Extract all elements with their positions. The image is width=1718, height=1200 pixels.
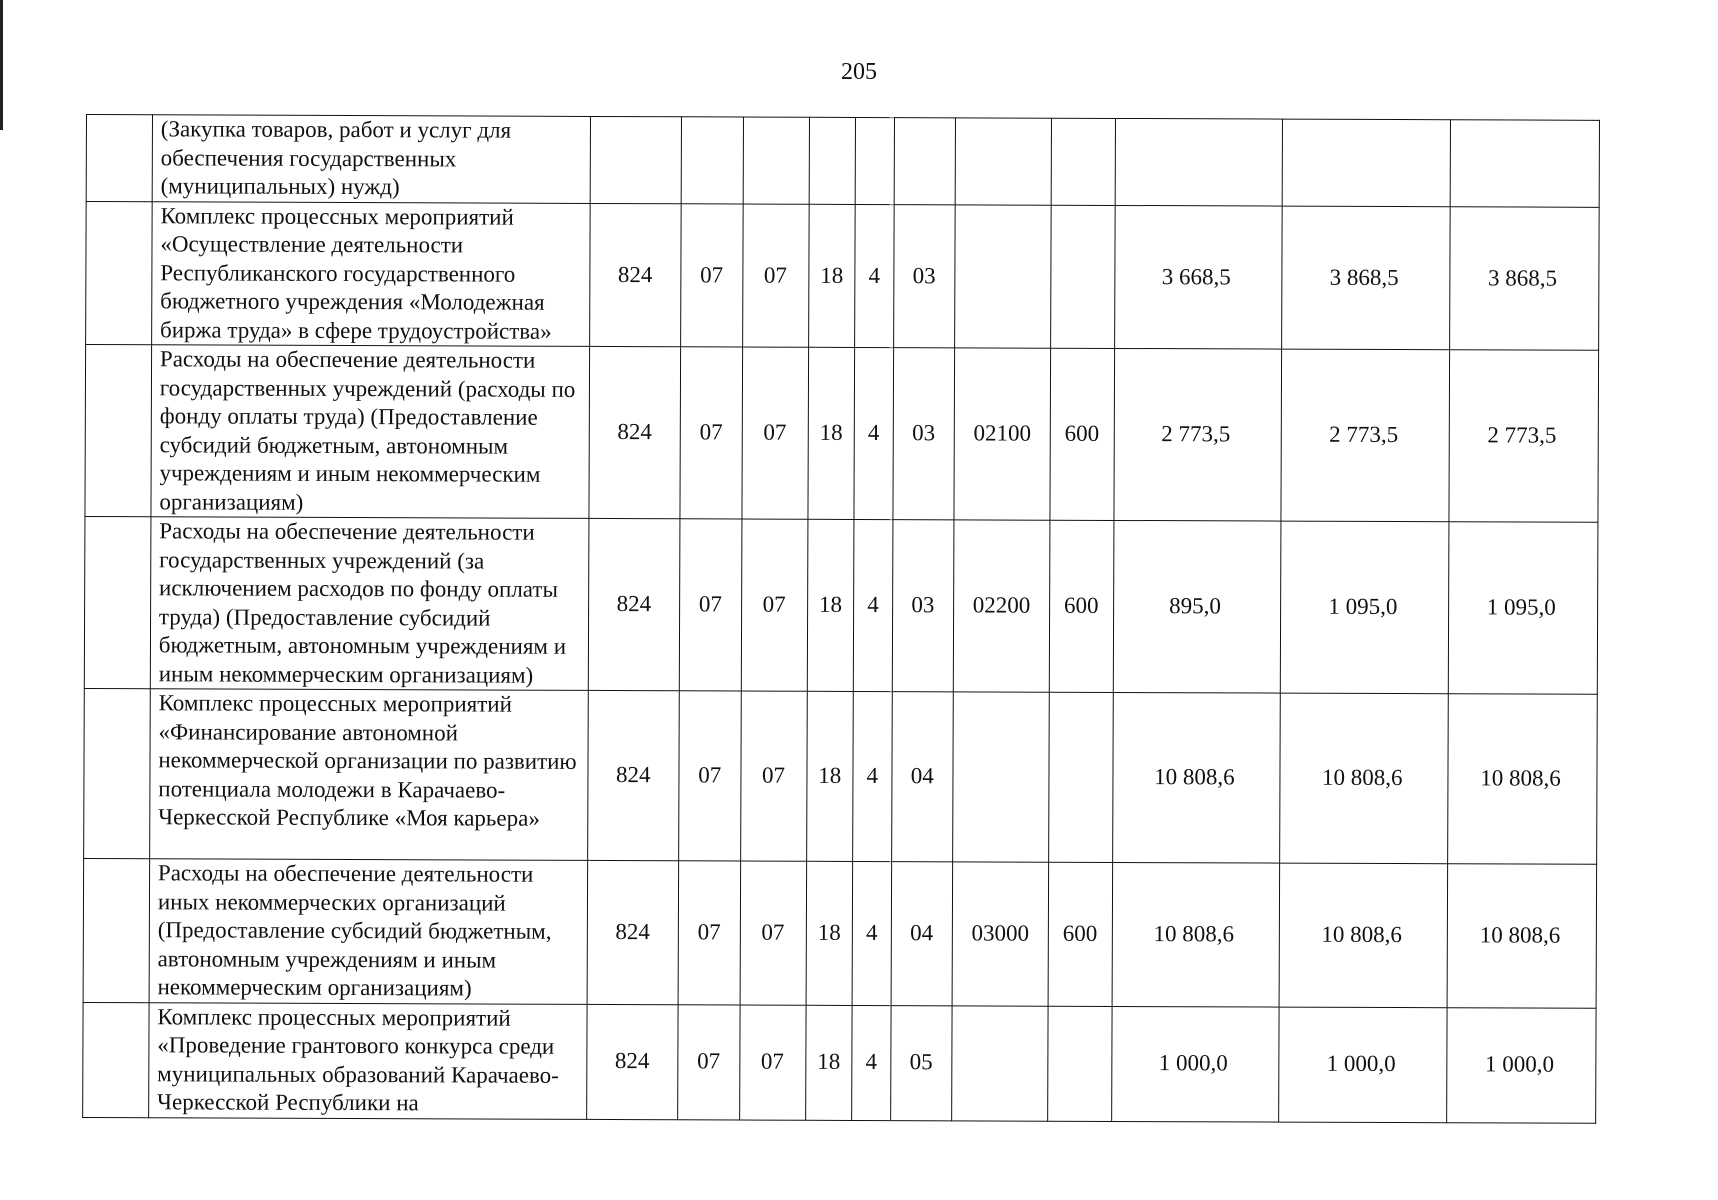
sum-year1-cell: [1115, 118, 1283, 205]
sum-year3-cell: 3 868,5: [1450, 206, 1599, 350]
number-cell: [84, 516, 151, 688]
direction-code-cell: 03000: [952, 862, 1048, 1006]
complex-code-cell: 03: [892, 348, 954, 520]
subsection-code-cell: [743, 117, 809, 204]
number-cell: [84, 688, 151, 858]
ministry-code-cell: 824: [589, 346, 681, 518]
description-cell: Расходы на обеспечение деятельности иных некоммерческих организаций (Предоставление субсидий бюджетным, автономным учреждениям и иным некоммерческим организациям): [149, 859, 587, 1004]
subsection-code-cell: 07: [742, 347, 809, 519]
sum-year2-cell: 3 868,5: [1282, 206, 1450, 350]
number-cell: [86, 115, 152, 202]
complex-code-cell: 04: [891, 692, 953, 862]
table-row: [84, 516, 1598, 694]
table-row: [85, 345, 1599, 523]
expense-type-cell: 600: [1049, 520, 1113, 692]
expense-type-cell: [1051, 118, 1115, 205]
complex-code-cell: 05: [890, 1005, 952, 1120]
section-code-cell: 07: [679, 519, 741, 691]
direction-code-cell: [952, 1005, 1048, 1120]
number-cell: [86, 201, 152, 345]
description-cell: Расходы на обеспечение деятельности государственных учреждений (за исключением расходов по фонду оплаты труда) (Предоставление субсидий бюджетным, автономным учреждениям и иным некоммерческим организациям): [150, 517, 588, 691]
expense-type-cell: [1047, 1006, 1111, 1121]
program-code-cell: [809, 117, 856, 204]
complex-code-cell: [894, 118, 956, 205]
description-cell: Комплекс процессных мероприятий «Проведение грантового конкурса среди муниципальных образований Карачаево-Черкесской Республики на: [149, 1002, 587, 1119]
expense-type-cell: [1048, 692, 1112, 862]
table-row: [83, 1002, 1596, 1123]
table-row: [83, 858, 1597, 1007]
program-code-cell: 18: [806, 861, 853, 1005]
expense-type-cell: [1050, 205, 1114, 349]
program-code-cell: 18: [807, 347, 854, 519]
sum-year2-cell: 10 808,6: [1280, 693, 1449, 864]
sum-year3-cell: [1450, 120, 1599, 207]
type-code-cell: 4: [853, 691, 892, 861]
sum-year3-cell: 1 000,0: [1447, 1007, 1596, 1123]
type-code-cell: 4: [854, 347, 893, 519]
direction-code-cell: [955, 204, 1051, 348]
sum-year3-cell: 10 808,6: [1447, 864, 1596, 1008]
number-cell: [83, 858, 149, 1002]
type-code-cell: 4: [852, 861, 891, 1005]
complex-code-cell: 04: [891, 862, 953, 1006]
sum-year1-cell: 10 808,6: [1112, 862, 1280, 1006]
table-row: [86, 115, 1599, 207]
table-row: [84, 688, 1598, 864]
sum-year2-cell: [1283, 119, 1451, 206]
table-row: [86, 201, 1600, 350]
sum-year1-cell: 10 808,6: [1112, 692, 1281, 863]
sum-year2-cell: 1 000,0: [1279, 1007, 1447, 1123]
subsection-code-cell: 07: [739, 1005, 805, 1120]
sum-year2-cell: 10 808,6: [1279, 863, 1447, 1007]
ministry-code-cell: 824: [587, 860, 679, 1004]
sum-year3-cell: 2 773,5: [1449, 350, 1598, 523]
subsection-code-cell: 07: [741, 519, 808, 691]
program-code-cell: 18: [806, 691, 853, 861]
description-cell: (Закупка товаров, работ и услуг для обеспечения государственных (муниципальных) нужд): [152, 115, 590, 203]
section-code-cell: 07: [678, 1004, 740, 1119]
sum-year1-cell: 2 773,5: [1113, 348, 1282, 521]
budget-table: [82, 114, 1600, 1123]
subsection-code-cell: 07: [740, 861, 806, 1005]
type-code-cell: [855, 117, 894, 204]
ministry-code-cell: 824: [588, 518, 680, 690]
section-code-cell: [681, 117, 743, 204]
subsection-code-cell: 07: [740, 691, 807, 861]
description-cell: Комплекс процессных мероприятий «Финансирование автономной некоммерческой организации по развитию потенциала молодежи в Карачаево-Черкесской Республике «Моя карьера»: [150, 689, 588, 861]
sum-year1-cell: 3 668,5: [1114, 205, 1282, 349]
sum-year1-cell: 895,0: [1113, 520, 1282, 693]
section-code-cell: 07: [681, 203, 743, 347]
program-code-cell: 18: [808, 204, 855, 348]
direction-code-cell: 02200: [953, 520, 1049, 692]
expense-type-cell: 600: [1050, 348, 1114, 520]
direction-code-cell: [955, 118, 1051, 205]
complex-code-cell: 03: [893, 204, 955, 348]
description-cell: Комплекс процессных мероприятий «Осуществление деятельности Республиканского государственного бюджетного учреждения «Молодежная биржа труда» в сфере трудоустройства»: [151, 201, 589, 346]
ministry-code-cell: 824: [586, 1004, 678, 1119]
sum-year3-cell: 1 095,0: [1449, 522, 1598, 695]
page-number: 205: [841, 59, 877, 85]
complex-code-cell: 03: [892, 520, 954, 692]
program-code-cell: 18: [807, 519, 854, 691]
type-code-cell: 4: [854, 519, 893, 691]
number-cell: [83, 1002, 149, 1117]
section-code-cell: 07: [679, 691, 741, 861]
direction-code-cell: [953, 692, 1049, 862]
sum-year3-cell: 10 808,6: [1448, 694, 1597, 865]
type-code-cell: 4: [852, 1005, 891, 1120]
sum-year2-cell: 1 095,0: [1281, 521, 1450, 694]
description-cell: Расходы на обеспечение деятельности государственных учреждений (расходы по фонду оплаты труда) (Предоставление субсидий бюджетным, автономным учреждениям и иным некоммерческим организациям): [151, 345, 589, 519]
ministry-code-cell: 824: [589, 203, 681, 347]
type-code-cell: 4: [855, 204, 894, 348]
ministry-code-cell: 824: [587, 690, 679, 860]
section-code-cell: 07: [680, 347, 742, 519]
section-code-cell: 07: [678, 861, 740, 1005]
sum-year1-cell: 1 000,0: [1111, 1006, 1279, 1122]
ministry-code-cell: [590, 116, 682, 203]
expense-type-cell: 600: [1048, 862, 1112, 1006]
number-cell: [85, 345, 152, 517]
direction-code-cell: 02100: [954, 348, 1050, 520]
subsection-code-cell: 07: [742, 204, 808, 348]
program-code-cell: 18: [805, 1005, 852, 1120]
sum-year2-cell: 2 773,5: [1281, 349, 1450, 522]
